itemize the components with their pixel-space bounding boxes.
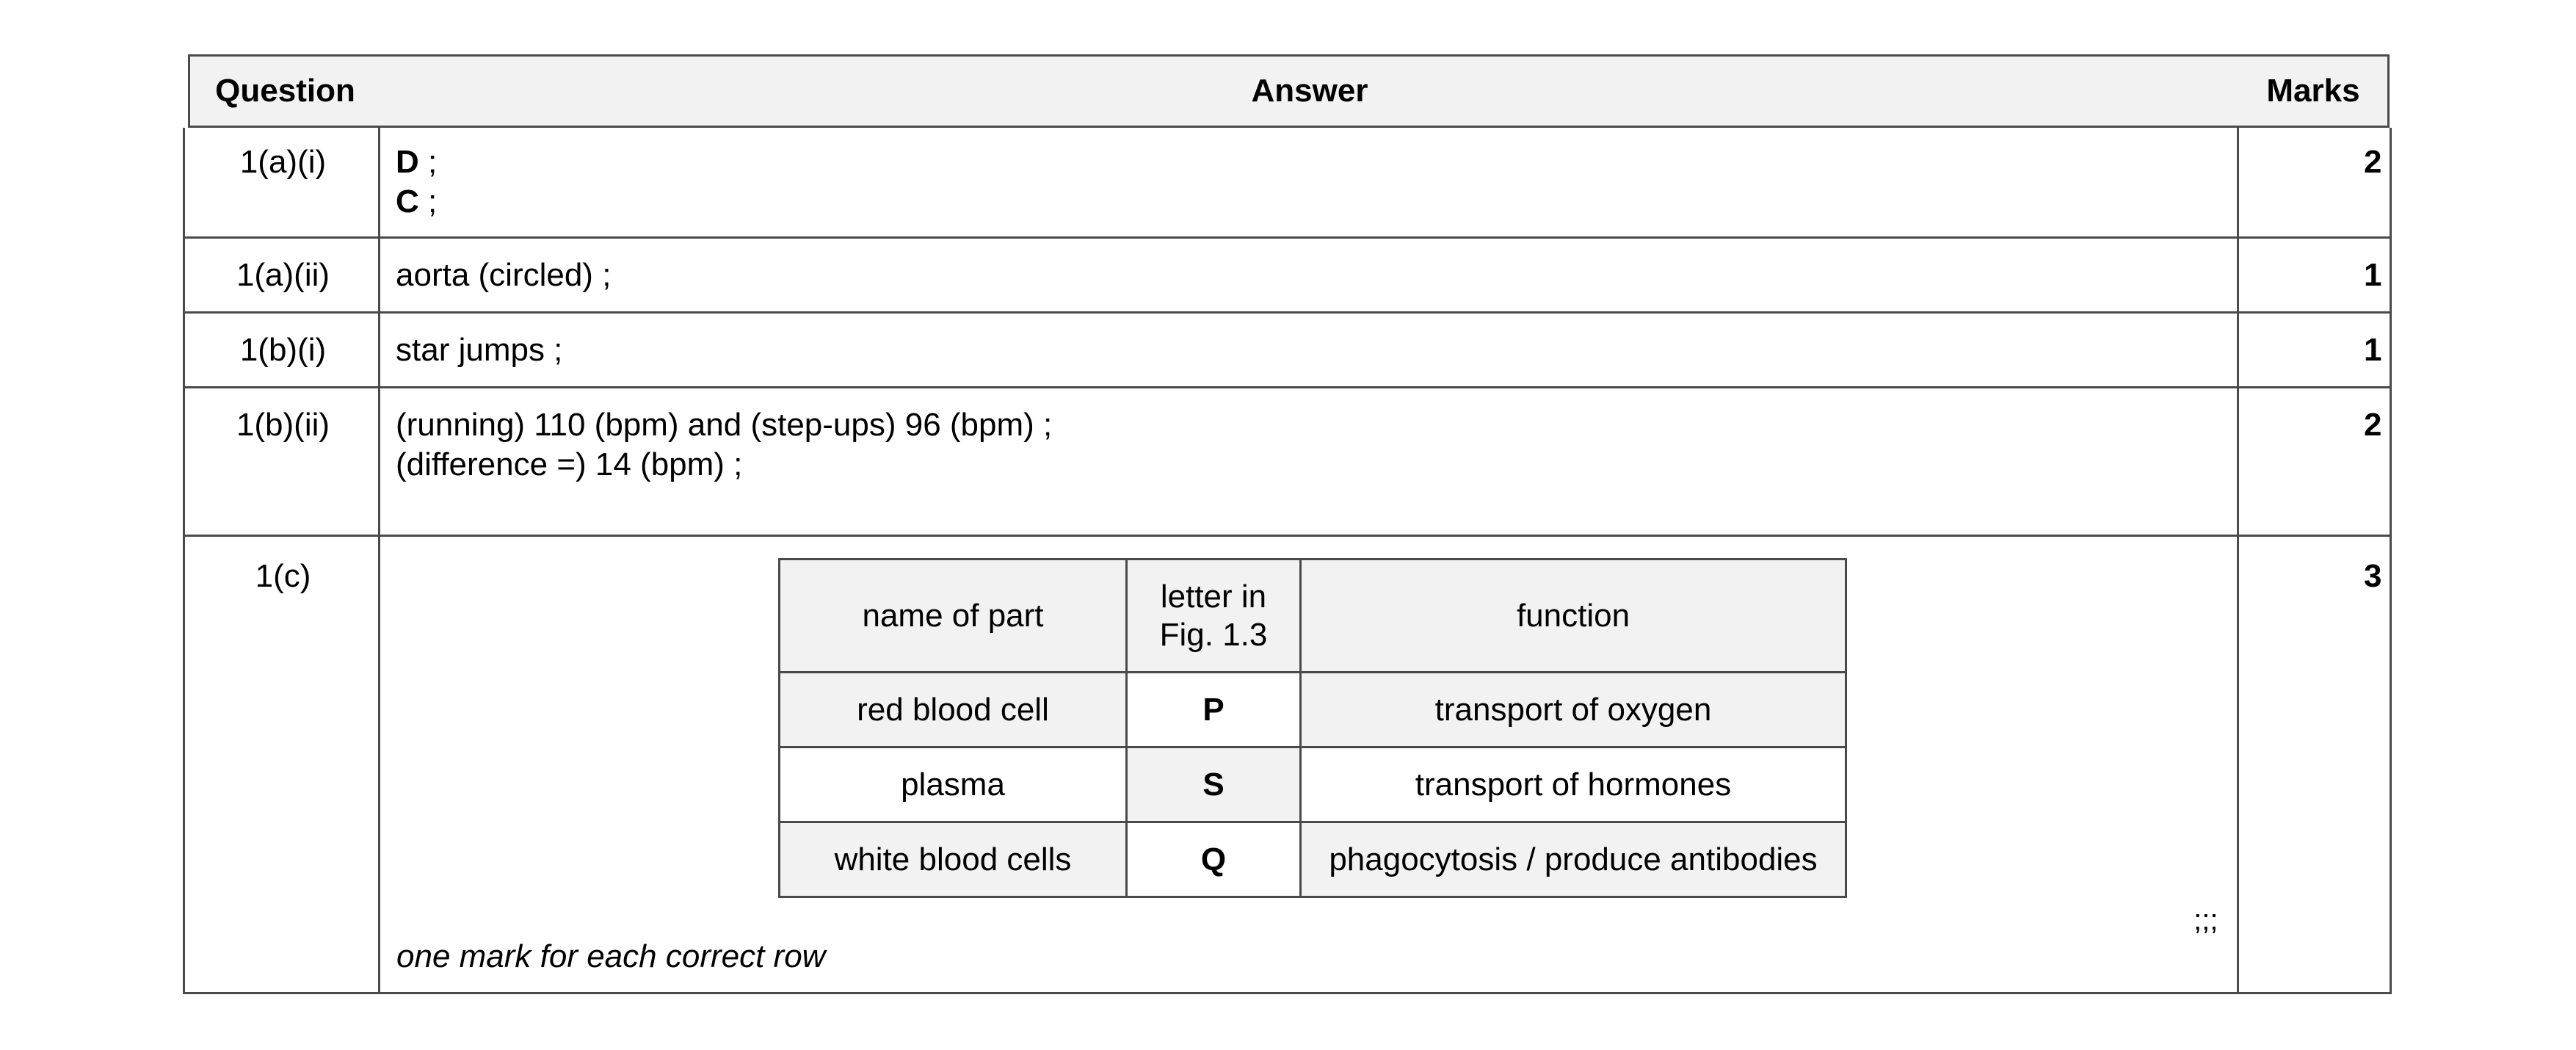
header-answer-label: Answer — [1251, 73, 1368, 109]
table-right-border — [2390, 128, 2392, 994]
answer-line — [396, 142, 437, 182]
inner-header-name — [780, 560, 1127, 673]
question-number: 1(a)(i) — [239, 144, 327, 180]
inner-table-header-row — [780, 560, 1846, 673]
answer-line — [396, 182, 437, 222]
answer-letter: C — [396, 184, 419, 220]
inner-header-function — [1301, 560, 1846, 673]
question-number: 1(b)(ii) — [236, 407, 330, 443]
inner-header-letter — [1127, 560, 1301, 673]
inner-header-name-label: name of part — [862, 597, 1044, 634]
marks-value: 1 — [2364, 257, 2382, 293]
inner-table-row — [780, 747, 1846, 822]
marking-note: one mark for each correct row — [396, 938, 826, 974]
row-divider — [183, 311, 2392, 314]
row-divider — [183, 535, 2392, 537]
inner-header-function-label: function — [1516, 597, 1630, 634]
part-letter: Q — [1127, 822, 1301, 897]
question-number: 1(c) — [255, 558, 311, 594]
answer-suffix: ; — [418, 184, 438, 220]
question-number: 1(a)(ii) — [236, 257, 330, 293]
answer-text: star jumps ; — [396, 332, 563, 368]
part-function: transport of oxygen — [1301, 673, 1846, 747]
header-question-label: Question — [215, 73, 355, 109]
answer-letter: D — [396, 144, 419, 180]
part-name: red blood cell — [780, 673, 1127, 747]
answer-line: (running) 110 (bpm) and (step-ups) 96 (bpm) ; — [396, 407, 1053, 443]
question-number: 1(b)(i) — [239, 332, 327, 368]
marks-value: 1 — [2364, 332, 2382, 368]
marks-value: 3 — [2364, 558, 2382, 594]
blood-components-table — [778, 558, 1847, 898]
table-bottom-border — [183, 992, 2392, 994]
marks-value: 2 — [2364, 407, 2382, 443]
inner-header-letter-line2: Fig. 1.3 — [1159, 616, 1268, 653]
row-divider — [183, 236, 2392, 239]
inner-table-row — [780, 822, 1846, 897]
part-name: plasma — [780, 747, 1127, 822]
header-marks — [2239, 54, 2390, 128]
part-letter: S — [1127, 747, 1301, 822]
table-left-border — [183, 128, 185, 994]
part-function: phagocytosis / produce antibodies — [1301, 822, 1846, 897]
part-function: transport of hormones — [1301, 747, 1846, 822]
header-answer — [380, 54, 2241, 128]
inner-header-letter-line1: letter in — [1160, 578, 1267, 615]
inner-table-row — [780, 673, 1846, 747]
part-name: white blood cells — [780, 822, 1127, 897]
mark-points-indicator: ;;; — [2194, 904, 2218, 936]
header-question — [188, 54, 382, 128]
answer-suffix: ; — [418, 144, 438, 180]
marks-value: 2 — [2364, 144, 2382, 180]
table-column-divider-2 — [2237, 128, 2239, 994]
part-letter: P — [1127, 673, 1301, 747]
answer-text: aorta (circled) ; — [396, 257, 612, 293]
row-divider — [183, 386, 2392, 388]
answer-line: (difference =) 14 (bpm) ; — [396, 446, 743, 482]
header-marks-label: Marks — [2266, 73, 2360, 109]
